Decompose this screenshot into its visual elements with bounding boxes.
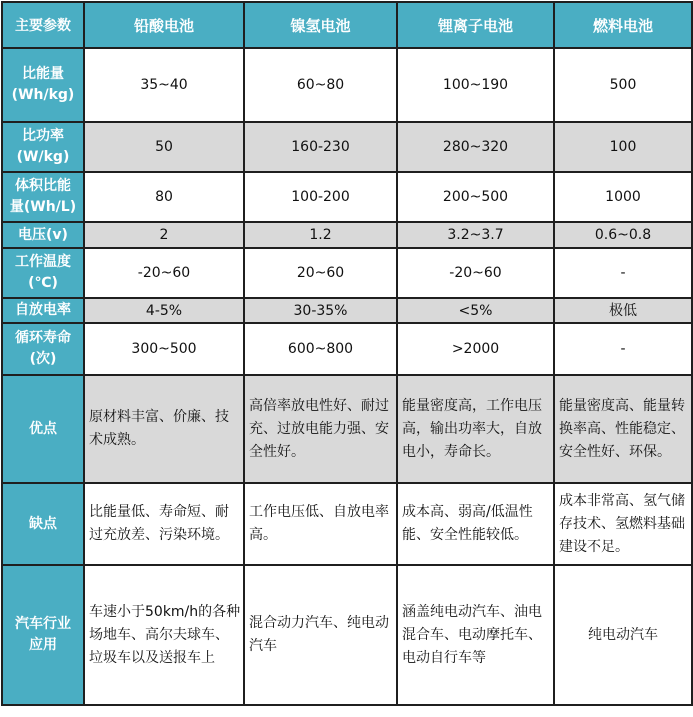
row-label	[2, 323, 84, 375]
cell: 20~60	[244, 248, 397, 298]
cell: 能量密度高、能量转换率高、性能稳定、安全性好、环保。	[554, 375, 692, 483]
row-automotive-application	[2, 565, 692, 705]
cell: 100-200	[244, 172, 397, 222]
row-voltage	[2, 222, 692, 248]
cell: 100~190	[397, 48, 554, 122]
row-specific-power	[2, 122, 692, 172]
cell: 160-230	[244, 122, 397, 172]
cell: 500	[554, 48, 692, 122]
cell: >2000	[397, 323, 554, 375]
cell: 50	[84, 122, 244, 172]
row-specific-energy	[2, 48, 692, 122]
cell: 工作电压低、自放电率高。	[244, 483, 397, 565]
header-li-ion: 锂离子电池	[397, 2, 554, 48]
cell: 200~500	[397, 172, 554, 222]
row-label: 自放电率	[2, 298, 84, 323]
cell: 600~800	[244, 323, 397, 375]
row-label-line-1: 体积比能	[15, 178, 71, 194]
row-label-line-2: 量(Wh/L)	[9, 199, 77, 215]
cell: 混合动力汽车、纯电动汽车	[244, 565, 397, 705]
row-label-line-2: 应用	[29, 637, 57, 653]
row-label: 优点	[2, 375, 84, 483]
cell: 2	[84, 222, 244, 248]
row-label-line-1: 循环寿命	[15, 330, 71, 346]
cell: 成本非常高、氢气储存技术、氢燃料基础建设不足。	[554, 483, 692, 565]
header-parameter: 主要参数	[2, 2, 84, 48]
cell: -	[554, 323, 692, 375]
cell: 280~320	[397, 122, 554, 172]
row-cycle-life	[2, 323, 692, 375]
row-label-line-2: (W/kg)	[16, 149, 70, 165]
cell: 能量密度高，工作电压高，输出功率大，自放电小，寿命长。	[397, 375, 554, 483]
cell: 0.6~0.8	[554, 222, 692, 248]
row-label: 缺点	[2, 483, 84, 565]
cell: 3.2~3.7	[397, 222, 554, 248]
cell: <5%	[397, 298, 554, 323]
cell: 100	[554, 122, 692, 172]
row-label-line-2: (Wh/kg)	[11, 87, 75, 103]
row-label: 电压(v)	[2, 222, 84, 248]
cell: 涵盖纯电动汽车、油电混合车、电动摩托车、电动自行车等	[397, 565, 554, 705]
cell: -20~60	[397, 248, 554, 298]
header-fuel-cell: 燃料电池	[554, 2, 692, 48]
row-label	[2, 48, 84, 122]
row-label-line-2: (℃)	[28, 275, 58, 291]
cell: 1000	[554, 172, 692, 222]
cell: 300~500	[84, 323, 244, 375]
cell: -	[554, 248, 692, 298]
row-operating-temperature	[2, 248, 692, 298]
row-label-line-2: (次)	[29, 351, 57, 367]
row-volumetric-energy	[2, 172, 692, 222]
cell: 80	[84, 172, 244, 222]
row-label	[2, 248, 84, 298]
row-label	[2, 172, 84, 222]
cell: 车速小于50km/h的各种场地车、高尔夫球车、垃圾车以及送报车上	[84, 565, 244, 705]
row-self-discharge	[2, 298, 692, 323]
row-disadvantages	[2, 483, 692, 565]
cell: 1.2	[244, 222, 397, 248]
cell: 成本高、弱高/低温性能、安全性能较低。	[397, 483, 554, 565]
row-label-line-1: 汽车行业	[15, 616, 71, 632]
row-label	[2, 122, 84, 172]
battery-comparison-table	[1, 1, 693, 706]
row-label-line-1: 比功率	[22, 128, 64, 144]
cell: 高倍率放电性好、耐过充、过放电能力强、安全性好。	[244, 375, 397, 483]
cell: 35~40	[84, 48, 244, 122]
header-lead-acid: 铅酸电池	[84, 2, 244, 48]
header-row	[2, 2, 692, 48]
row-label	[2, 565, 84, 705]
cell: 比能量低、寿命短、耐过充放差、污染环境。	[84, 483, 244, 565]
cell: 纯电动汽车	[554, 565, 692, 705]
cell: 4-5%	[84, 298, 244, 323]
row-label-line-1: 比能量	[22, 66, 64, 82]
row-advantages	[2, 375, 692, 483]
row-label-line-1: 工作温度	[15, 254, 71, 270]
cell: -20~60	[84, 248, 244, 298]
cell: 30-35%	[244, 298, 397, 323]
cell: 60~80	[244, 48, 397, 122]
cell: 原材料丰富、价廉、技术成熟。	[84, 375, 244, 483]
header-nimh: 镍氢电池	[244, 2, 397, 48]
cell: 极低	[554, 298, 692, 323]
